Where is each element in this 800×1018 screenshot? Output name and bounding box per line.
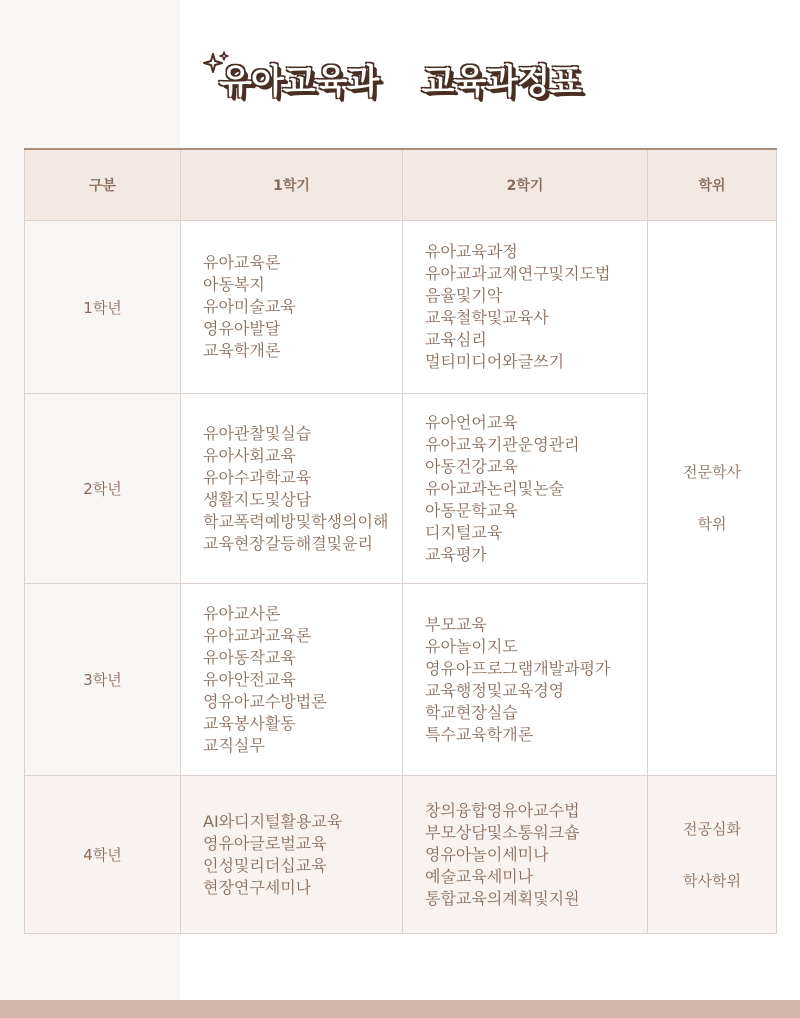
course-item: 영유아발달 [203, 319, 281, 338]
course-item: 유아교과논리및논술 [425, 478, 565, 498]
header-degree: 학위 [648, 149, 777, 221]
header-row [25, 149, 777, 221]
course-item: 아동건강교육 [425, 456, 518, 476]
course-item: 교육학개론 [203, 341, 281, 360]
course-item: 유아교과교재연구및지도법 [425, 264, 611, 283]
table-row-year-4 [25, 776, 777, 934]
degree-line: 전공심화 [683, 819, 741, 838]
course-item: 학교폭력예방및학생의이해 [203, 511, 389, 531]
semester-1-courses [181, 584, 403, 776]
page-title: 유아교육과 교육과정표 [219, 61, 581, 102]
year-label: 2학년 [25, 394, 181, 584]
course-item: 교육평가 [425, 544, 487, 564]
course-item: 유아미술교육 [203, 297, 296, 316]
course-item: 교육철학및교육사 [425, 308, 549, 327]
course-item: 교육심리 [425, 330, 487, 349]
degree-associate [648, 221, 777, 776]
year-label: 1학년 [25, 221, 181, 394]
degree-advanced [648, 776, 777, 934]
course-item: 부모교육 [425, 614, 487, 634]
course-item: 인성및리더십교육 [203, 855, 327, 875]
course-item: 유아안전교육 [203, 669, 296, 689]
course-item: 예술교육세미나 [425, 866, 534, 886]
semester-2-courses [403, 394, 648, 584]
bottom-accent-bar [0, 1000, 800, 1018]
course-item: 통합교육의계획및지원 [425, 888, 580, 908]
header-semester-1: 1학기 [181, 149, 403, 221]
year-label: 3학년 [25, 584, 181, 776]
course-item: 유아놀이지도 [425, 636, 518, 656]
course-item: 부모상담및소통워크숍 [425, 822, 580, 842]
course-item: 영유아교수방법론 [203, 691, 327, 711]
degree-line: 학사학위 [683, 871, 741, 890]
semester-2-courses [403, 584, 648, 776]
course-item: 교육봉사활동 [203, 713, 296, 733]
year-label: 4학년 [25, 776, 181, 934]
course-item: 영유아프로그램개발과평가 [425, 658, 611, 678]
course-item: 영유아놀이세미나 [425, 844, 549, 864]
course-item: 아동문학교육 [425, 500, 518, 520]
course-item: 유아관찰및실습 [203, 423, 312, 443]
course-item: 유아교사론 [203, 603, 281, 623]
course-item: 교직실무 [203, 735, 265, 755]
course-item: 유아동작교육 [203, 647, 296, 667]
semester-1-courses [181, 221, 403, 394]
course-item: 유아교과교육론 [203, 625, 312, 645]
course-item: 창의융합영유아교수법 [425, 800, 580, 820]
course-item: 멀티미디어와글쓰기 [425, 352, 565, 371]
course-item: 특수교육학개론 [425, 724, 534, 744]
header-semester-2: 2학기 [403, 149, 648, 221]
course-item: 유아언어교육 [425, 412, 518, 432]
course-item: 디지털교육 [425, 522, 503, 542]
semester-2-courses [403, 776, 648, 934]
semester-1-courses [181, 394, 403, 584]
degree-line: 전문학사 [683, 463, 741, 481]
course-item: 교육행정및교육경영 [425, 680, 565, 700]
course-item: 유아교육과정 [425, 242, 518, 261]
course-item: 현장연구세미나 [203, 877, 312, 897]
curriculum-table [24, 148, 777, 934]
course-item: 교육현장갈등해결및윤리 [203, 533, 374, 553]
course-item: 유아수과학교육 [203, 467, 312, 487]
course-item: 생활지도및상담 [203, 489, 312, 509]
course-item: 음율및기악 [425, 286, 503, 305]
course-item: 영유아글로벌교육 [203, 833, 327, 853]
course-item: 유아교육기관운영관리 [425, 434, 580, 454]
semester-2-courses [403, 221, 648, 394]
degree-line: 학위 [697, 515, 727, 533]
course-item: 학교현장실습 [425, 702, 518, 722]
title-area [0, 48, 800, 108]
course-item: 유아사회교육 [203, 445, 296, 465]
course-item: 아동복지 [203, 275, 265, 294]
table-row-year-1 [25, 221, 777, 394]
course-item: AI와디지털활용교육 [203, 811, 343, 831]
course-item: 유아교육론 [203, 253, 281, 272]
semester-1-courses [181, 776, 403, 934]
header-category: 구분 [25, 149, 181, 221]
